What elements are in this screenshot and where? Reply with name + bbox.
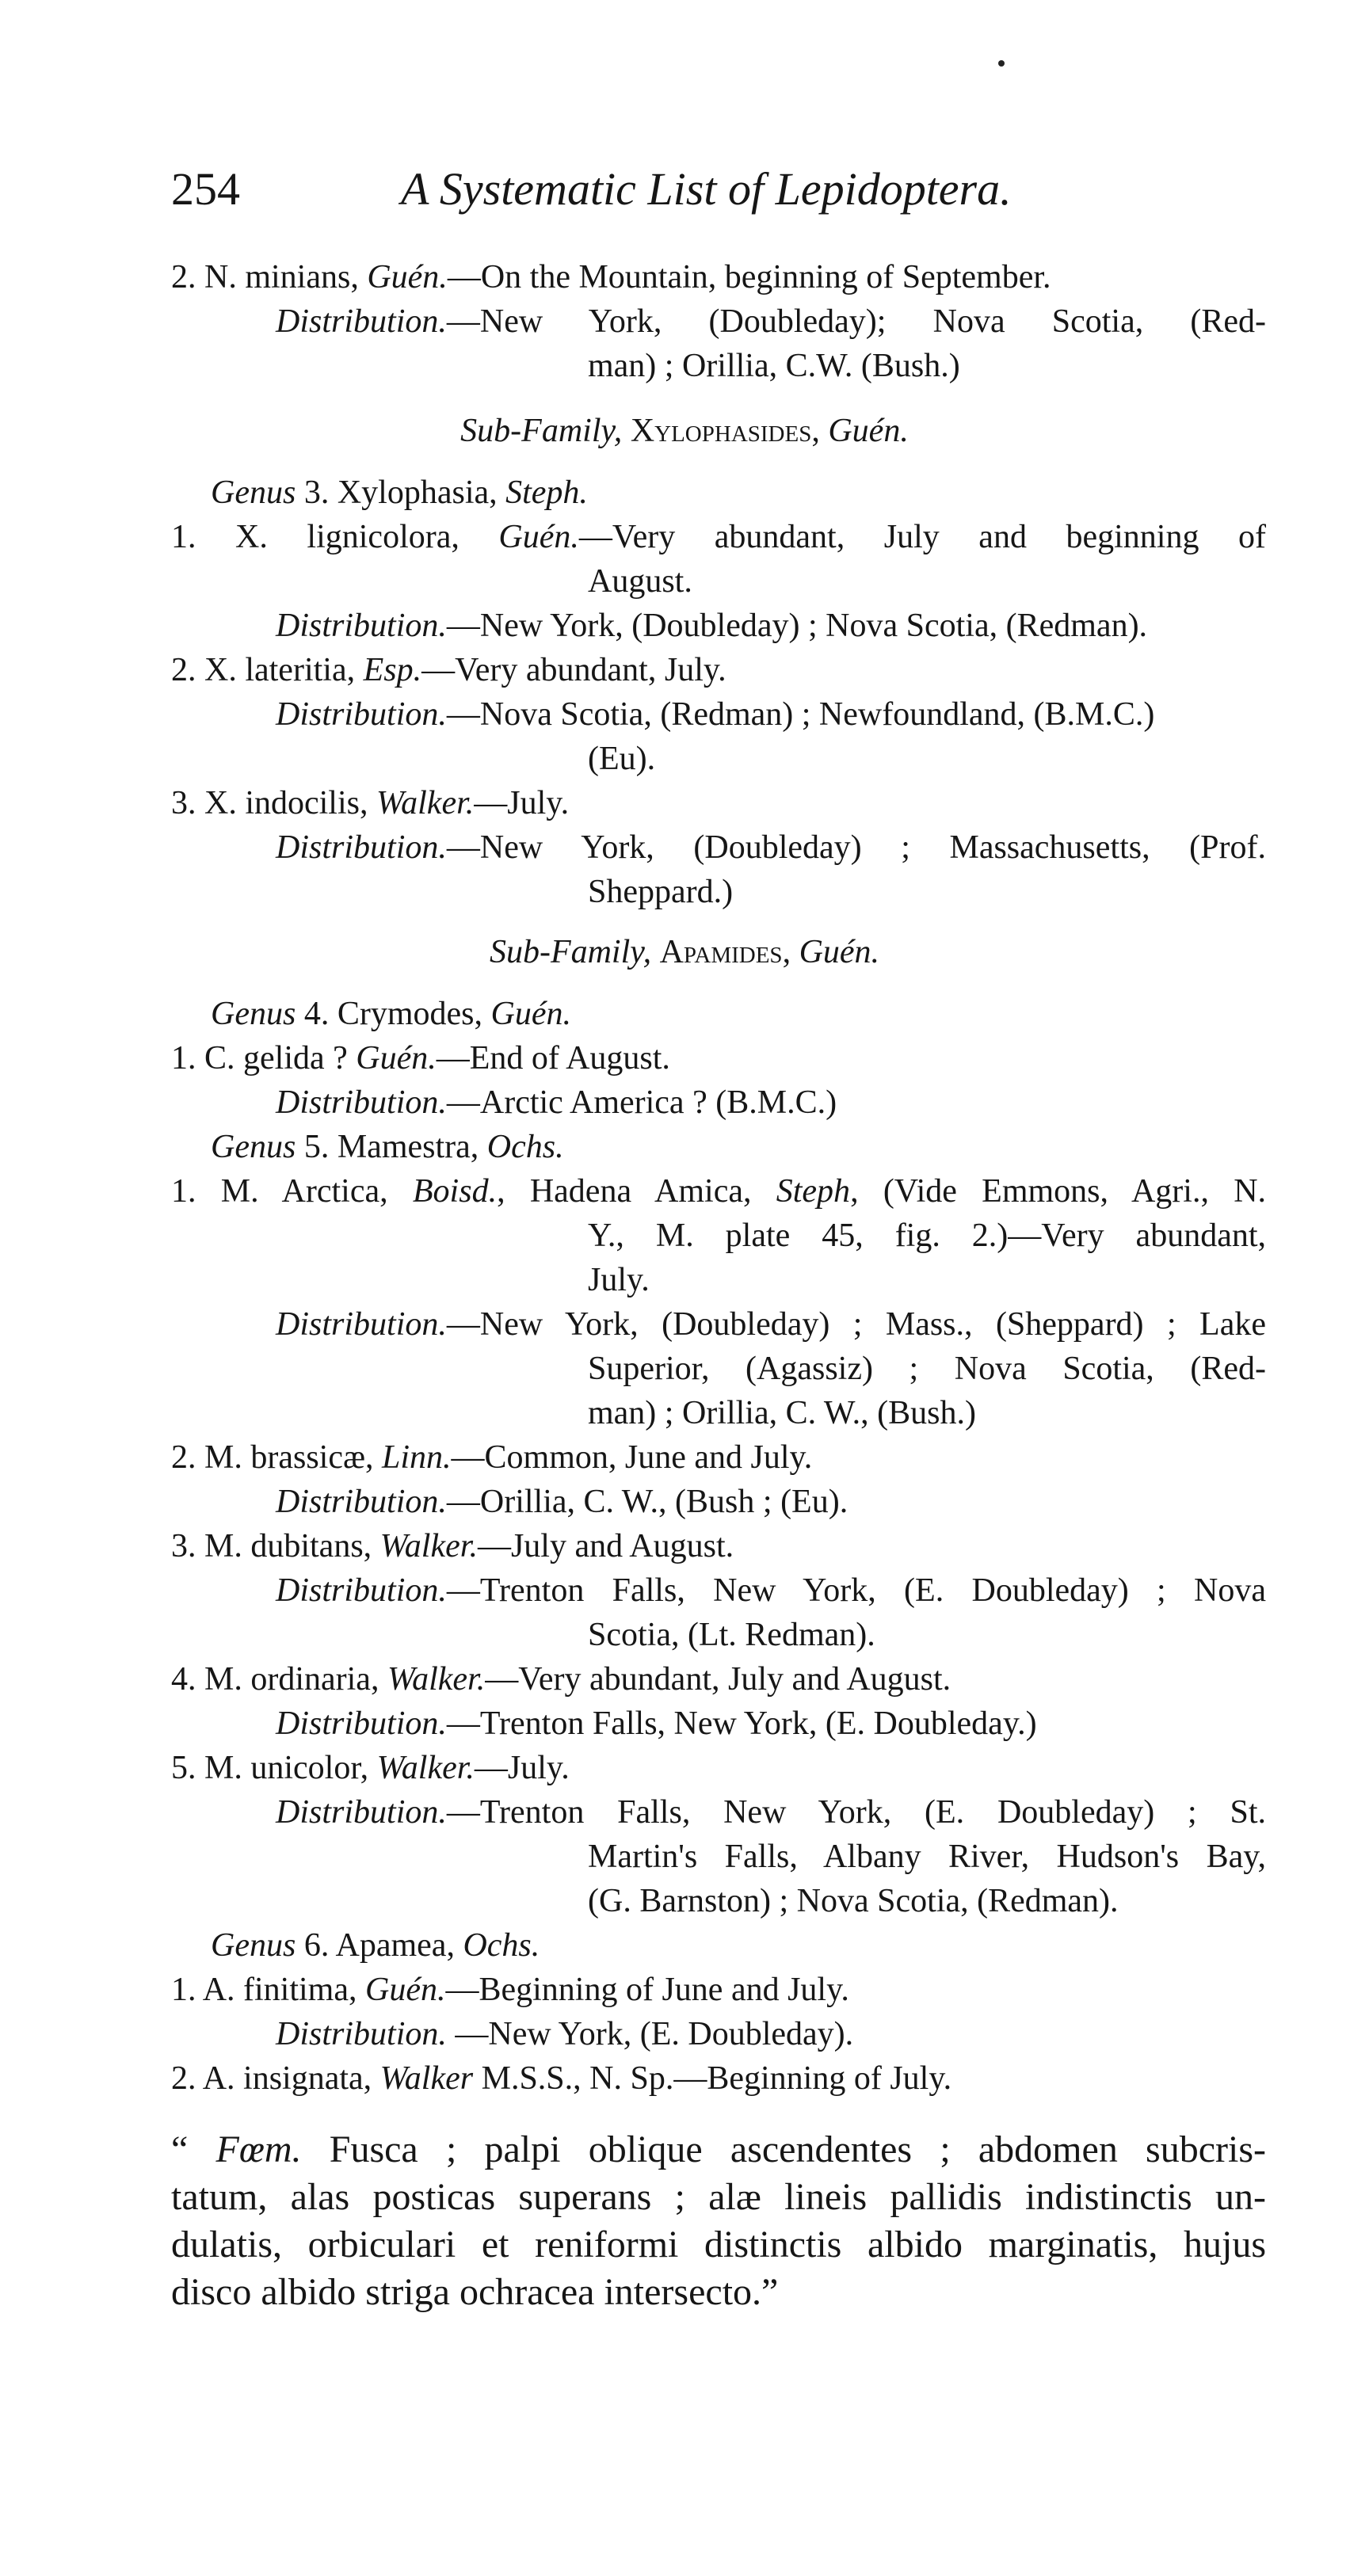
author: Guén. bbox=[365, 1972, 446, 2008]
entry-number: 2. bbox=[171, 2060, 196, 2097]
author: Steph bbox=[776, 1173, 851, 1210]
distribution-unicolor-2: Martin's Falls, Albany River, Hudson's Bay, bbox=[588, 1839, 1266, 1875]
distribution-label: Distribution. bbox=[276, 829, 447, 866]
genus-name: Crymodes, bbox=[337, 996, 482, 1032]
genus-name: Apamea, bbox=[335, 1927, 455, 1964]
entry-text: M.S.S., N. Sp.—Beginning of July. bbox=[473, 2060, 952, 2097]
species-name: M. dubitans, bbox=[204, 1528, 372, 1564]
distribution-brassicae bbox=[276, 1483, 848, 1521]
species-name: X. lignicolora, bbox=[235, 519, 460, 555]
entry-lignicolora bbox=[171, 518, 1266, 556]
entry-finitima bbox=[171, 1971, 849, 2009]
subfamily-label: Sub-Family, bbox=[460, 413, 623, 449]
entry-brassicae bbox=[171, 1439, 812, 1477]
genus-label: Genus bbox=[211, 1927, 296, 1964]
distribution-label: Distribution. bbox=[276, 696, 447, 733]
distribution-arctica-1 bbox=[276, 1305, 1266, 1343]
distribution-text: —New York, (Doubleday) ; Massachusetts, (Prof. bbox=[446, 829, 1266, 866]
distribution-minians-2: man) ; Orillia, C.W. (Bush.) bbox=[588, 348, 960, 384]
entry-insignata bbox=[171, 2060, 951, 2098]
entry-minians bbox=[171, 258, 1051, 296]
author: Guén. bbox=[498, 519, 579, 555]
distribution-text: —Trenton Falls, New York, (E. Doubleday) ; St. bbox=[446, 1794, 1266, 1831]
distribution-arctica-3: man) ; Orillia, C. W., (Bush.) bbox=[588, 1395, 976, 1431]
species-name: X. lateritia, bbox=[204, 652, 356, 688]
author: Walker. bbox=[379, 1528, 478, 1564]
species-name: N. minians, bbox=[204, 259, 359, 295]
distribution-unicolor-3: (G. Barnston) ; Nova Scotia, (Redman). bbox=[588, 1883, 1119, 1919]
entry-number: 1. bbox=[171, 1173, 196, 1210]
entry-number: 2. bbox=[171, 259, 196, 295]
entry-number: 4. bbox=[171, 1661, 196, 1698]
entry-text: —Very abundant, July and August. bbox=[485, 1661, 951, 1698]
genus-label: Genus bbox=[211, 996, 296, 1032]
entry-text: —Very abundant, July. bbox=[421, 652, 726, 688]
author: Ochs. bbox=[463, 1927, 540, 1964]
distribution-label: Distribution. bbox=[276, 1084, 447, 1121]
distribution-dubitans-2: Scotia, (Lt. Redman). bbox=[588, 1617, 875, 1653]
distribution-indocilis-2: Sheppard.) bbox=[588, 874, 734, 910]
entry-lateritia bbox=[171, 651, 726, 689]
entry-text: —July and August. bbox=[477, 1528, 734, 1564]
species-name: C. gelida ? bbox=[204, 1040, 348, 1077]
author: Esp. bbox=[363, 652, 422, 688]
distribution-gelida bbox=[276, 1084, 837, 1122]
species-name: M. unicolor, bbox=[204, 1750, 369, 1786]
author: Boisd. bbox=[412, 1173, 498, 1210]
entry-number: 1. bbox=[171, 1040, 196, 1077]
distribution-dubitans-1 bbox=[276, 1572, 1266, 1610]
entry-text: , (Vide Emmons, Agri., N. bbox=[850, 1173, 1267, 1210]
distribution-lateritia-2: (Eu). bbox=[588, 741, 656, 777]
author: Guén. bbox=[356, 1040, 437, 1077]
genus-name: Mamestra, bbox=[337, 1129, 479, 1165]
distribution-label: Distribution. bbox=[276, 1794, 447, 1831]
genus-label: Genus bbox=[211, 1129, 296, 1165]
entry-text: —Beginning of June and July. bbox=[445, 1972, 849, 2008]
distribution-indocilis-1 bbox=[276, 829, 1266, 867]
distribution-arctica-2: Superior, (Agassiz) ; Nova Scotia, (Red- bbox=[588, 1351, 1266, 1387]
distribution-label: Distribution. bbox=[276, 1572, 447, 1609]
entry-number: 3. bbox=[171, 785, 196, 821]
distribution-label: Distribution. bbox=[276, 1705, 447, 1742]
distribution-text: —Orillia, C. W., (Bush ; (Eu). bbox=[446, 1484, 848, 1520]
distribution-lignicolora bbox=[276, 607, 1147, 645]
latin-description-line-2: tatum, alas posticas superans ; alæ lineis pallidis indistinctis un- bbox=[171, 2176, 1266, 2218]
page-header bbox=[171, 162, 1280, 234]
entry-text: —Common, June and July. bbox=[451, 1439, 813, 1476]
species-name: M. ordinaria, bbox=[204, 1661, 379, 1698]
entry-arctica-3: July. bbox=[588, 1262, 650, 1298]
genus-name: Xylophasia, bbox=[337, 474, 498, 511]
author: Linn. bbox=[382, 1439, 452, 1476]
genus-number: 6. bbox=[303, 1927, 330, 1964]
genus-3 bbox=[211, 474, 588, 512]
distribution-text: —Arctic America ? (B.M.C.) bbox=[446, 1084, 837, 1121]
author: Walker. bbox=[376, 1750, 475, 1786]
distribution-finitima bbox=[276, 2015, 853, 2053]
genus-label: Genus bbox=[211, 474, 296, 511]
entry-number: 5. bbox=[171, 1750, 196, 1786]
entry-ordinaria bbox=[171, 1660, 951, 1698]
author: Steph. bbox=[505, 474, 588, 511]
distribution-text: —Trenton Falls, New York, (E. Doubleday) ; Nova bbox=[446, 1572, 1266, 1609]
quote-text: Fusca ; palpi oblique ascendentes ; abdomen subcris- bbox=[329, 2128, 1266, 2170]
subfamily-name: Xylophasides, bbox=[630, 413, 820, 449]
entry-number: 2. bbox=[171, 652, 196, 688]
latin-description-line-1 bbox=[171, 2126, 1266, 2174]
genus-6 bbox=[211, 1926, 540, 1964]
species-name: X. indocilis, bbox=[204, 785, 368, 821]
subfamily-label: Sub-Family, bbox=[489, 934, 652, 970]
distribution-text: —New York, (Doubleday) ; Nova Scotia, (Redman). bbox=[446, 608, 1148, 644]
author: Walker bbox=[379, 2060, 474, 2097]
page-number: 254 bbox=[171, 163, 240, 215]
running-head: A Systematic List of Lepidoptera. bbox=[401, 163, 1012, 215]
species-name: M. Arctica, bbox=[220, 1173, 388, 1210]
distribution-text: —New York, (E. Doubleday). bbox=[446, 2016, 854, 2052]
species-name: M. brassicæ, bbox=[204, 1439, 374, 1476]
author: Guén. bbox=[828, 413, 909, 449]
distribution-minians-1 bbox=[276, 303, 1266, 341]
distribution-label: Distribution. bbox=[276, 303, 447, 340]
ink-speck bbox=[998, 60, 1005, 67]
entry-number: 1. bbox=[171, 1972, 196, 2008]
genus-number: 5. bbox=[303, 1129, 330, 1165]
distribution-text: —Trenton Falls, New York, (E. Doubleday.) bbox=[446, 1705, 1037, 1742]
distribution-label: Distribution. bbox=[276, 2016, 447, 2052]
latin-description-line-3: dulatis, orbiculari et reniformi distinctis albido marginatis, hujus bbox=[171, 2224, 1266, 2265]
distribution-lateritia-1 bbox=[276, 695, 1154, 734]
author: Guén. bbox=[490, 996, 571, 1032]
entry-text: —July. bbox=[474, 785, 570, 821]
open-quote: “ bbox=[171, 2128, 189, 2170]
genus-4 bbox=[211, 995, 571, 1033]
distribution-label: Distribution. bbox=[276, 1484, 447, 1520]
distribution-text: —New York, (Doubleday) ; Mass., (Sheppard) ; Lake bbox=[446, 1306, 1266, 1343]
latin-description-line-4: disco albido striga ochracea intersecto.” bbox=[171, 2271, 779, 2313]
species-name: A. insignata, bbox=[202, 2060, 372, 2097]
author: Guén. bbox=[799, 934, 880, 970]
distribution-ordinaria bbox=[276, 1705, 1037, 1743]
author: Walker. bbox=[387, 1661, 486, 1698]
subfamily-xylophasides bbox=[0, 412, 1369, 450]
distribution-text: —New York, (Doubleday); Nova Scotia, (Red- bbox=[446, 303, 1266, 340]
author: Guén. bbox=[367, 259, 448, 295]
entry-indocilis bbox=[171, 784, 569, 822]
genus-number: 4. bbox=[303, 996, 330, 1032]
foem-label: Fœm. bbox=[215, 2128, 302, 2170]
distribution-text: —Nova Scotia, (Redman) ; Newfoundland, (B.M.C.) bbox=[446, 696, 1155, 733]
distribution-label: Distribution. bbox=[276, 608, 447, 644]
author: Ochs. bbox=[486, 1129, 564, 1165]
entry-number: 1. bbox=[171, 519, 196, 555]
entry-text: —July. bbox=[474, 1750, 570, 1786]
genus-number: 3. bbox=[303, 474, 330, 511]
distribution-label: Distribution. bbox=[276, 1306, 447, 1343]
entry-number: 3. bbox=[171, 1528, 196, 1564]
entry-text: —End of August. bbox=[436, 1040, 670, 1077]
entry-dubitans bbox=[171, 1527, 734, 1565]
species-name: A. finitima, bbox=[202, 1972, 357, 2008]
entry-text: , Hadena Amica, bbox=[497, 1173, 752, 1210]
subfamily-apamides bbox=[0, 933, 1369, 971]
entry-unicolor bbox=[171, 1749, 570, 1787]
distribution-unicolor-1 bbox=[276, 1793, 1266, 1831]
entry-gelida bbox=[171, 1039, 670, 1077]
subfamily-name: Apamides, bbox=[659, 934, 791, 970]
entry-arctica bbox=[171, 1172, 1266, 1210]
entry-lignicolora-2: August. bbox=[588, 563, 692, 600]
entry-number: 2. bbox=[171, 1439, 196, 1476]
genus-5 bbox=[211, 1128, 564, 1166]
entry-arctica-2: Y., M. plate 45, fig. 2.)—Very abundant, bbox=[588, 1218, 1266, 1254]
entry-text: —Very abundant, July and beginning of bbox=[578, 519, 1266, 555]
author: Walker. bbox=[376, 785, 475, 821]
entry-text: —On the Mountain, beginning of September. bbox=[447, 259, 1051, 295]
